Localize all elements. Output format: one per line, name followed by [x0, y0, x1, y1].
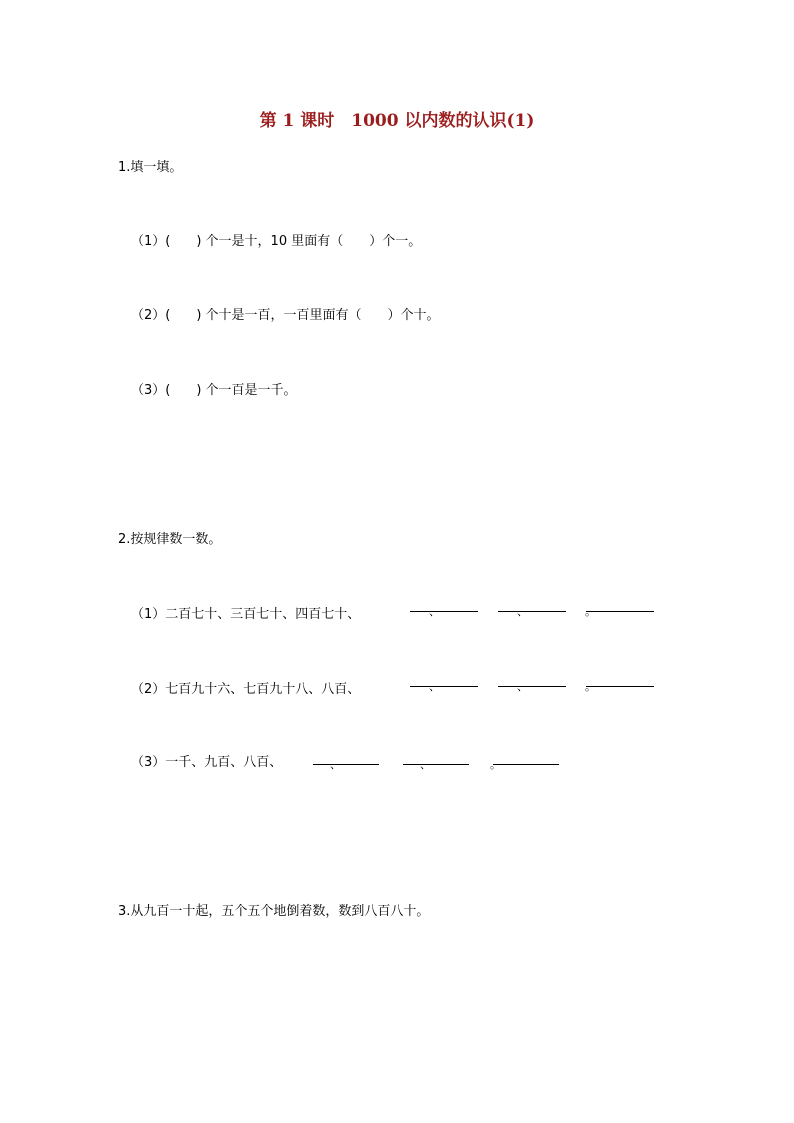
question-1-item-3: （3）( ) 个一百是一千。: [131, 383, 297, 398]
separator: 、: [420, 758, 431, 771]
answer-blank[interactable]: [498, 672, 566, 693]
question-2-item-2: （2）七百九十六、七百九十八、八百、: [131, 682, 361, 697]
separator: 、: [429, 680, 440, 693]
question-1-item-1: （1）( ) 个一是十，10 里面有（ ）个一。: [131, 234, 422, 249]
question-2-heading: 2.按规律数一数。: [118, 532, 222, 547]
answer-blank[interactable]: [585, 597, 654, 618]
question-2-item-3-blanks: [313, 750, 559, 771]
separator: 。: [585, 680, 596, 693]
question-2-item-2-blanks: [410, 672, 654, 693]
question-1-item-2: （2）( ) 个十是一百，一百里面有（ ）个十。: [131, 308, 440, 323]
separator: 。: [585, 605, 596, 618]
answer-blank[interactable]: [410, 672, 478, 693]
separator: 、: [517, 680, 528, 693]
answer-blank[interactable]: [403, 750, 469, 771]
separator: 、: [517, 605, 528, 618]
answer-blank[interactable]: [410, 597, 478, 618]
question-1-heading: 1.填一填。: [118, 160, 183, 175]
separator: 、: [429, 605, 440, 618]
answer-blank[interactable]: [313, 750, 379, 771]
answer-blank[interactable]: [585, 672, 654, 693]
question-2-item-3: （3）一千、九百、八百、: [131, 755, 283, 770]
separator: 。: [490, 758, 501, 771]
question-2-item-1: （1）二百七十、三百七十、四百七十、: [131, 607, 361, 622]
question-2-item-1-blanks: [410, 597, 654, 618]
page-title: 第 1 课时 1000 以内数的认识(1): [259, 111, 535, 131]
answer-blank[interactable]: [498, 597, 566, 618]
answer-blank[interactable]: [490, 750, 559, 771]
question-3-heading: 3.从九百一十起，五个五个地倒着数，数到八百八十。: [118, 904, 430, 919]
separator: 、: [330, 758, 341, 771]
